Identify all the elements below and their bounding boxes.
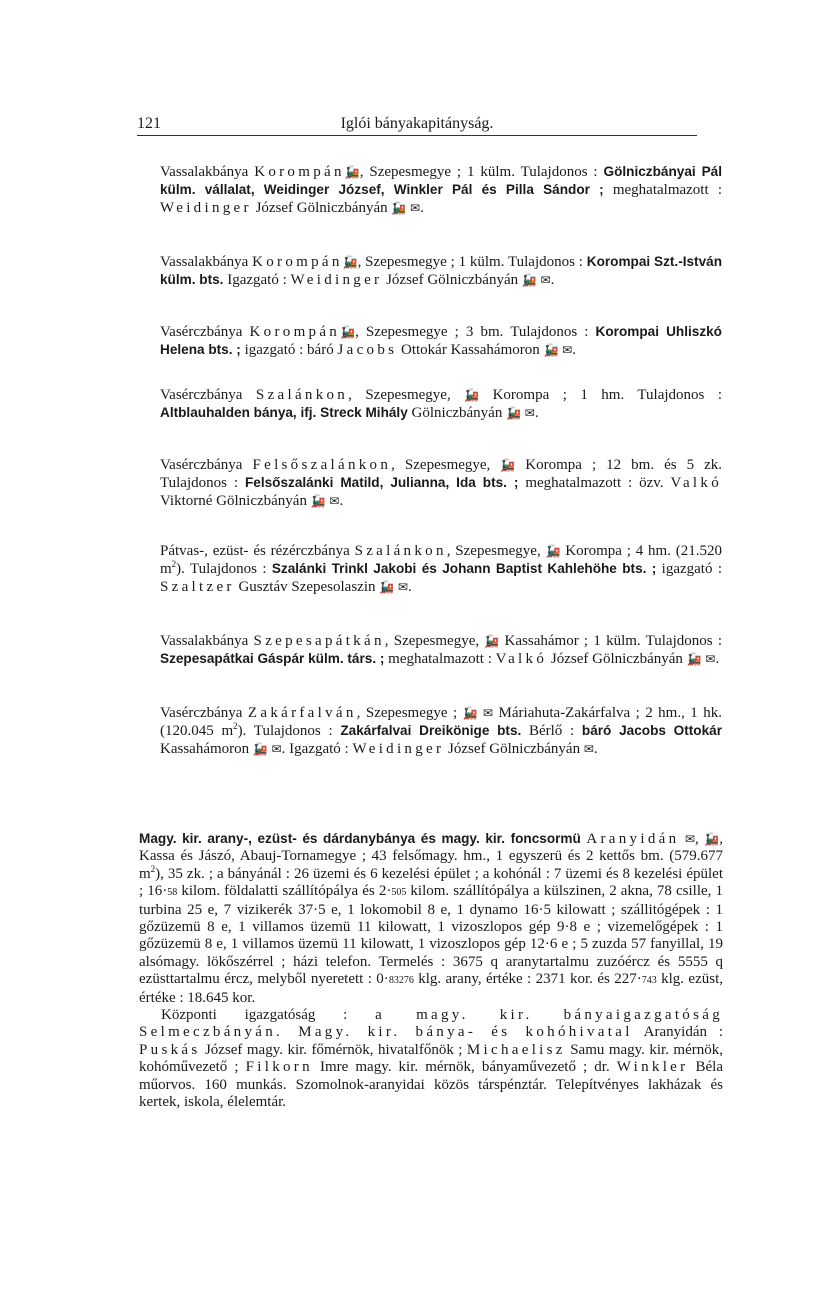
rail-icon: 🚂 — [379, 579, 395, 594]
post-icon: ✉ — [271, 741, 282, 756]
post-icon: ✉ — [540, 273, 551, 288]
post-icon: ✉ — [562, 343, 573, 358]
rail-icon: 🚂 — [252, 741, 268, 756]
rail-icon: 🚂 — [462, 706, 478, 720]
entry-patvas-szalankon: Pátvas-, ezüst- és rézérczbánya Szalánkon, Szepesmegye, 🚂 Korompa ; 4 hm. (21.520 $m^2$). Tulajdonos : Szalánki Trinkl Jakobi és Johann Baptist Kahlehöhe bts. ; igazgató : Szaltzer Gusztáv Szepesolaszin 🚂 ✉. — [160, 543, 723, 595]
rail-icon: 🚂 — [484, 634, 500, 648]
rail-icon: 🚂 — [704, 832, 720, 846]
rail-icon: 🚂 — [310, 493, 326, 508]
post-icon: ✉ — [524, 406, 535, 421]
rail-icon: 🚂 — [506, 406, 522, 421]
post-icon: ✉ — [329, 493, 340, 508]
rail-icon: 🚂 — [340, 325, 356, 339]
management-paragraph: Központi igazgatóság : a magy. kir. bányaigazgatóság Selmeczbányán. Magy. kir. bánya- és kohóhivatal Aranyidán : Puskás József magy. kir. főmérnök, hivatalfőnök ; Michaelisz Samu magy. kir. mérnök, kohóművezető ; Filkorn Imre magy. kir. mérnök, bányaművezető ; dr. Winkler Béla műorvos. 160 munkás. Szomolnok-aranyidai közös társpénztár. Telepítvényes lakházak és kertek, iskola, élelemtár. — [139, 1007, 724, 1111]
entry-zakarfalvan: Vasérczbánya Zakárfalván, Szepesmegye ; 🚂 ✉ Máriahuta-Zakárfalva ; 2 hm., 1 hk. (120.045 $m^2$). Tulajdonos : Zakárfalvai Dreikönige bts. Bérlő : báró Jacobs Ottokár Kassahámoron 🚂 ✉. Igazgató : Weidinger József Gölniczbányán ✉. — [160, 705, 723, 757]
post-icon: ✉ — [583, 741, 594, 756]
post-icon: ✉ — [684, 832, 696, 846]
entry-aranyida-banya — [139, 830, 723, 1112]
rail-icon: 🚂 — [545, 544, 561, 558]
post-icon: ✉ — [705, 652, 716, 667]
post-icon: ✉ — [397, 579, 409, 594]
entry-felsoszalankon: Vasérczbánya Felsőszalánkon, Szepesmegye, 🚂 Korompa ; 12 bm. és 5 zk. Tulajdonos : Felsőszalánki Matild, Julianna, Ida bts. ; meghatalmazott : özv. Valkó Viktorné Gölniczbányán 🚂 ✉. — [160, 457, 723, 509]
post-icon: ✉ — [410, 200, 421, 215]
rail-icon: 🚂 — [464, 388, 480, 402]
rail-icon: 🚂 — [521, 273, 537, 288]
rail-icon: 🚂 — [686, 652, 702, 667]
running-title: Iglói bányakapitányság. — [340, 115, 494, 132]
rail-icon: 🚂 — [500, 458, 516, 472]
entry-korompan-vasercz: Vasérczbánya Korompán🚂, Szepesmegye ; 3 bm. Tulajdonos : Korompai Uhliszkó Helena bts. ; igazgató : báró Jacobs Ottokár Kassahámoron 🚂 ✉. — [160, 324, 722, 359]
entry-szepesapatkan: Vassalakbánya Szepesapátkán, Szepesmegye, 🚂 Kassahámor ; 1 külm. Tulajdonos : Szepesapátkai Gáspár külm. társ. ; meghatalmazott : Valkó József Gölniczbányán 🚂 ✉. — [160, 633, 722, 668]
page-header — [137, 113, 697, 136]
rail-icon: 🚂 — [543, 343, 559, 358]
page-number: 121 — [137, 115, 161, 132]
main-paragraph: Magy. kir. arany-, ezüst- és dárdanybánya és magy. kir. foncsormü Aranyidán ✉, 🚂, Kassa és Jászó, Abauj-Tornamegye ; 43 felsőmagy. hm., 1 egyszerü és 2 kettős bm. (579.677 $m^2$), 35 zk. ; a bányánál : 26 üzemi és 6 kezelési épület ; a kohónál : 7 üzemi és 8 kezelési épület ; 16·58 kilom. földalatti szállítópálya és 2·505 kilom. szállítópálya a külszinen, 2 akna, 78 csille, 1 turbina 25 e, 7 vizikerék 37·5 e, 1 lokomobil 8 e, 1 dynamo 16·5 kilowatt ; szállitógépek : 1 gőzüzemü 8 e, 1 villamos üzemü 11 kilowatt, 1 vizoszlopos gép 9·8 e ; vizemelőgépek : 1 gőzüzemü 8 e, 1 villamos üzemü 11 kilowatt, 1 vizoszlopos gép 12·6 e ; 5 zuzda 57 fanyillal, 19 alsómagy. lökőszérrel ; házi telefon. Termelés : 3675 q aranytartalmu zuzóércz és 5555 q ezüsttartalmu ércz, melyből nyeretett : 0·83276 klg. arany, értéke : 2371 kor. és 227·743 klg. ezüst, értéke : 18.645 kor. — [139, 831, 724, 1006]
entry-korompan-vassalak-2: Vassalakbánya Korompán🚂, Szepesmegye ; 1 külm. Tulajdonos : Korompai Szt.-István külm. bts. Igazgató : Weidinger József Gölniczbányán 🚂 ✉. — [160, 254, 723, 289]
rail-icon: 🚂 — [342, 255, 358, 269]
entry-korompan-vassalak-1: Vassalakbánya Korompán🚂, Szepesmegye ; 1 külm. Tulajdonos : Gölniczbányai Pál külm. vállalat, Weidinger József, Winkler Pál és Pilla Sándor ; meghatalmazott : Weidinger József Gölniczbányán 🚂 ✉. — [160, 164, 722, 216]
rail-icon: 🚂 — [344, 165, 360, 179]
entry-szalankon: Vasérczbánya Szalánkon, Szepesmegye, 🚂 Korompa ; 1 hm. Tulajdonos : Altblauhalden bánya, ifj. Streck Mihály Gölniczbányán 🚂 ✉. — [160, 387, 722, 422]
post-icon: ✉ — [483, 706, 494, 720]
rail-icon: 🚂 — [391, 200, 407, 215]
entry-title: Magy. kir. arany-, ezüst- és dárdanybánya és magy. kir. foncsormü — [139, 831, 581, 846]
